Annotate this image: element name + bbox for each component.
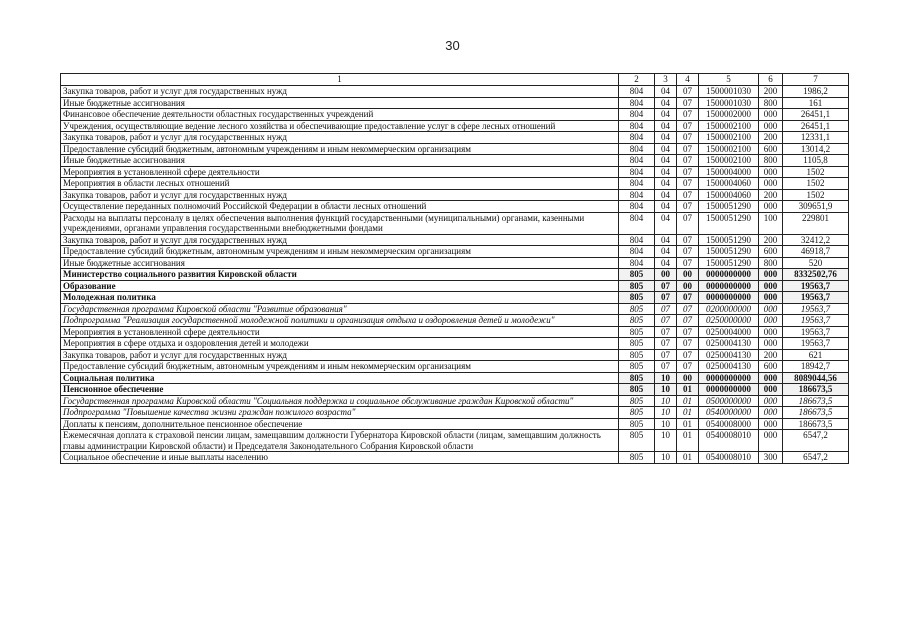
row-amount-cell: 19563,7 (783, 292, 849, 304)
row-amount-cell: 229801 (783, 212, 849, 234)
table-row (61, 189, 849, 201)
row-subsection-cell: 01 (677, 452, 699, 464)
row-name-cell: Доплаты к пенсиям, дополнительное пенсионное обеспечение (61, 418, 619, 430)
row-amount-cell: 1105,8 (783, 155, 849, 167)
row-section-cell: 00 (655, 269, 677, 281)
row-amount-cell: 520 (783, 257, 849, 269)
table-row (61, 326, 849, 338)
table-row (61, 212, 849, 234)
row-type-cell: 000 (759, 418, 783, 430)
row-type-cell: 000 (759, 201, 783, 213)
row-type-cell: 600 (759, 361, 783, 373)
row-name-cell: Государственная программа Кировской области "Развитие образования" (61, 303, 619, 315)
row-name-cell: Иные бюджетные ассигнования (61, 97, 619, 109)
table-row (61, 178, 849, 190)
row-type-cell: 600 (759, 246, 783, 258)
row-name-cell: Финансовое обеспечение деятельности областных государственных учреждений (61, 109, 619, 121)
row-subsection-cell: 07 (677, 189, 699, 201)
row-type-cell: 000 (759, 178, 783, 190)
row-name-cell: Расходы на выплаты персоналу в целях обеспечения выполнения функций государственными (муниципальными) органами, казенными учреждениями, органами управления государственными внебюджетными фондами (61, 212, 619, 234)
row-amount-cell: 309651,9 (783, 201, 849, 213)
row-section-cell: 10 (655, 372, 677, 384)
row-target-cell: 0250004130 (699, 349, 759, 361)
row-code-cell: 805 (619, 418, 655, 430)
table-row (61, 338, 849, 350)
table-row (61, 234, 849, 246)
row-subsection-cell: 01 (677, 430, 699, 452)
row-type-cell: 000 (759, 109, 783, 121)
row-code-cell: 804 (619, 97, 655, 109)
table-row (61, 315, 849, 327)
table-row (61, 201, 849, 213)
row-name-cell: Мероприятия в установленной сфере деятельности (61, 166, 619, 178)
row-code-cell: 804 (619, 201, 655, 213)
row-code-cell: 804 (619, 166, 655, 178)
row-name-cell: Ежемесячная доплата к страховой пенсии лицам, замещавшим должности Губернатора Кировской области (лицам, замещавшим должность главы администрации Кировской области) и Председателя Законодательного Собрания Кировской области (61, 430, 619, 452)
row-amount-cell: 12331,1 (783, 132, 849, 144)
row-code-cell: 804 (619, 86, 655, 98)
row-code-cell: 805 (619, 315, 655, 327)
row-subsection-cell: 07 (677, 155, 699, 167)
row-section-cell: 04 (655, 109, 677, 121)
row-subsection-cell: 07 (677, 86, 699, 98)
row-target-cell: 1500002100 (699, 132, 759, 144)
row-section-cell: 10 (655, 430, 677, 452)
row-code-cell: 804 (619, 234, 655, 246)
row-target-cell: 0540008010 (699, 430, 759, 452)
row-type-cell: 000 (759, 303, 783, 315)
row-code-cell: 805 (619, 280, 655, 292)
row-type-cell: 000 (759, 292, 783, 304)
row-code-cell: 805 (619, 384, 655, 396)
row-type-cell: 000 (759, 384, 783, 396)
table-row (61, 303, 849, 315)
column-header: 7 (783, 74, 849, 86)
table-row (61, 452, 849, 464)
row-name-cell: Социальное обеспечение и иные выплаты населению (61, 452, 619, 464)
row-subsection-cell: 07 (677, 338, 699, 350)
row-subsection-cell: 07 (677, 234, 699, 246)
row-section-cell: 04 (655, 257, 677, 269)
row-target-cell: 1500051290 (699, 234, 759, 246)
row-type-cell: 000 (759, 338, 783, 350)
row-subsection-cell: 07 (677, 246, 699, 258)
row-type-cell: 200 (759, 234, 783, 246)
budget-table (60, 73, 849, 464)
row-target-cell: 1500051290 (699, 201, 759, 213)
row-subsection-cell: 01 (677, 395, 699, 407)
row-code-cell: 804 (619, 212, 655, 234)
row-target-cell: 0500000000 (699, 395, 759, 407)
row-target-cell: 1500002100 (699, 143, 759, 155)
row-type-cell: 800 (759, 97, 783, 109)
row-amount-cell: 19563,7 (783, 338, 849, 350)
column-header: 6 (759, 74, 783, 86)
row-target-cell: 1500004060 (699, 178, 759, 190)
row-type-cell: 100 (759, 212, 783, 234)
row-target-cell: 0000000000 (699, 372, 759, 384)
row-amount-cell: 1502 (783, 189, 849, 201)
row-amount-cell: 1502 (783, 178, 849, 190)
row-name-cell: Предоставление субсидий бюджетным, автономным учреждениям и иным некоммерческим организациям (61, 143, 619, 155)
row-type-cell: 200 (759, 132, 783, 144)
row-type-cell: 000 (759, 269, 783, 281)
table-row (61, 109, 849, 121)
row-type-cell: 000 (759, 372, 783, 384)
row-subsection-cell: 07 (677, 257, 699, 269)
row-subsection-cell: 07 (677, 143, 699, 155)
row-name-cell: Закупка товаров, работ и услуг для государственных нужд (61, 132, 619, 144)
row-section-cell: 10 (655, 407, 677, 419)
row-target-cell: 1500002000 (699, 109, 759, 121)
row-amount-cell: 1986,2 (783, 86, 849, 98)
row-target-cell: 0250004130 (699, 338, 759, 350)
row-amount-cell: 186673,5 (783, 395, 849, 407)
row-code-cell: 805 (619, 326, 655, 338)
table-row (61, 430, 849, 452)
row-type-cell: 600 (759, 143, 783, 155)
row-code-cell: 805 (619, 349, 655, 361)
row-subsection-cell: 01 (677, 407, 699, 419)
row-code-cell: 805 (619, 452, 655, 464)
row-target-cell: 1500051290 (699, 257, 759, 269)
row-section-cell: 10 (655, 395, 677, 407)
row-code-cell: 804 (619, 155, 655, 167)
row-amount-cell: 186673,5 (783, 384, 849, 396)
row-target-cell: 1500004000 (699, 166, 759, 178)
row-target-cell: 1500001030 (699, 97, 759, 109)
row-amount-cell: 18942,7 (783, 361, 849, 373)
row-type-cell: 200 (759, 189, 783, 201)
column-header: 2 (619, 74, 655, 86)
row-target-cell: 0250000000 (699, 315, 759, 327)
row-subsection-cell: 07 (677, 315, 699, 327)
table-row (61, 349, 849, 361)
row-target-cell: 0000000000 (699, 280, 759, 292)
table-row (61, 86, 849, 98)
row-code-cell: 804 (619, 178, 655, 190)
row-code-cell: 804 (619, 189, 655, 201)
table-row (61, 257, 849, 269)
row-code-cell: 805 (619, 430, 655, 452)
row-type-cell: 000 (759, 280, 783, 292)
row-type-cell: 200 (759, 86, 783, 98)
row-subsection-cell: 07 (677, 201, 699, 213)
table-row (61, 418, 849, 430)
row-code-cell: 804 (619, 143, 655, 155)
row-subsection-cell: 00 (677, 269, 699, 281)
row-code-cell: 805 (619, 372, 655, 384)
row-target-cell: 0540000000 (699, 407, 759, 419)
row-target-cell: 0250004130 (699, 361, 759, 373)
column-header: 4 (677, 74, 699, 86)
row-type-cell: 000 (759, 407, 783, 419)
row-name-cell: Учреждения, осуществляющие ведение лесного хозяйства и обеспечивающие предоставление услуг в сфере лесных отношений (61, 120, 619, 132)
row-section-cell: 04 (655, 189, 677, 201)
row-amount-cell: 46918,7 (783, 246, 849, 258)
row-subsection-cell: 01 (677, 384, 699, 396)
row-type-cell: 800 (759, 155, 783, 167)
row-type-cell: 000 (759, 395, 783, 407)
row-section-cell: 10 (655, 452, 677, 464)
table-body (61, 74, 849, 464)
row-subsection-cell: 07 (677, 361, 699, 373)
table-header-row (61, 74, 849, 86)
row-section-cell: 07 (655, 303, 677, 315)
row-section-cell: 10 (655, 384, 677, 396)
row-section-cell: 07 (655, 326, 677, 338)
table-row (61, 132, 849, 144)
row-code-cell: 805 (619, 269, 655, 281)
row-type-cell: 000 (759, 326, 783, 338)
row-subsection-cell: 07 (677, 120, 699, 132)
row-code-cell: 805 (619, 303, 655, 315)
table-row (61, 280, 849, 292)
row-type-cell: 300 (759, 452, 783, 464)
column-header: 1 (61, 74, 619, 86)
row-amount-cell: 19563,7 (783, 315, 849, 327)
row-name-cell: Закупка товаров, работ и услуг для государственных нужд (61, 349, 619, 361)
row-code-cell: 804 (619, 109, 655, 121)
row-code-cell: 805 (619, 292, 655, 304)
row-code-cell: 804 (619, 132, 655, 144)
row-type-cell: 000 (759, 430, 783, 452)
row-code-cell: 804 (619, 257, 655, 269)
row-target-cell: 0000000000 (699, 292, 759, 304)
row-section-cell: 04 (655, 246, 677, 258)
row-code-cell: 804 (619, 120, 655, 132)
row-section-cell: 04 (655, 212, 677, 234)
row-subsection-cell: 07 (677, 178, 699, 190)
row-code-cell: 805 (619, 361, 655, 373)
row-subsection-cell: 00 (677, 372, 699, 384)
row-name-cell: Подпрограмма "Повышение качества жизни граждан пожилого возраста" (61, 407, 619, 419)
row-section-cell: 04 (655, 201, 677, 213)
row-name-cell: Предоставление субсидий бюджетным, автономным учреждениям и иным некоммерческим организациям (61, 246, 619, 258)
table-row (61, 269, 849, 281)
row-section-cell: 04 (655, 120, 677, 132)
row-subsection-cell: 07 (677, 212, 699, 234)
row-name-cell: Молодежная политика (61, 292, 619, 304)
row-target-cell: 1500001030 (699, 86, 759, 98)
row-name-cell: Министерство социального развития Кировской области (61, 269, 619, 281)
row-name-cell: Образование (61, 280, 619, 292)
row-name-cell: Закупка товаров, работ и услуг для государственных нужд (61, 189, 619, 201)
row-amount-cell: 186673,5 (783, 418, 849, 430)
table-row (61, 361, 849, 373)
table-row (61, 97, 849, 109)
row-code-cell: 805 (619, 407, 655, 419)
row-name-cell: Социальная политика (61, 372, 619, 384)
row-name-cell: Осуществление переданных полномочий Российской Федерации в области лесных отношений (61, 201, 619, 213)
row-subsection-cell: 07 (677, 132, 699, 144)
row-amount-cell: 186673,5 (783, 407, 849, 419)
row-amount-cell: 621 (783, 349, 849, 361)
row-amount-cell: 8332502,76 (783, 269, 849, 281)
column-header: 5 (699, 74, 759, 86)
row-section-cell: 07 (655, 315, 677, 327)
row-section-cell: 04 (655, 166, 677, 178)
row-subsection-cell: 07 (677, 109, 699, 121)
row-type-cell: 000 (759, 166, 783, 178)
row-code-cell: 805 (619, 338, 655, 350)
row-name-cell: Мероприятия в установленной сфере деятельности (61, 326, 619, 338)
table-row (61, 395, 849, 407)
row-target-cell: 0540008010 (699, 452, 759, 464)
row-section-cell: 04 (655, 97, 677, 109)
row-section-cell: 07 (655, 349, 677, 361)
row-subsection-cell: 07 (677, 349, 699, 361)
row-amount-cell: 6547,2 (783, 430, 849, 452)
row-code-cell: 805 (619, 395, 655, 407)
row-name-cell: Мероприятия в сфере отдыха и оздоровления детей и молодежи (61, 338, 619, 350)
row-target-cell: 1500051290 (699, 246, 759, 258)
row-section-cell: 07 (655, 338, 677, 350)
row-section-cell: 07 (655, 361, 677, 373)
row-amount-cell: 1502 (783, 166, 849, 178)
row-target-cell: 0200000000 (699, 303, 759, 315)
row-section-cell: 04 (655, 155, 677, 167)
table-row (61, 407, 849, 419)
row-subsection-cell: 07 (677, 326, 699, 338)
row-section-cell: 04 (655, 143, 677, 155)
row-amount-cell: 13014,2 (783, 143, 849, 155)
row-type-cell: 000 (759, 315, 783, 327)
row-amount-cell: 19563,7 (783, 326, 849, 338)
row-subsection-cell: 00 (677, 280, 699, 292)
row-amount-cell: 6547,2 (783, 452, 849, 464)
row-name-cell: Государственная программа Кировской области "Социальная поддержка и социальное обслуживание граждан Кировской области" (61, 395, 619, 407)
row-subsection-cell: 01 (677, 418, 699, 430)
row-section-cell: 04 (655, 234, 677, 246)
table-row (61, 292, 849, 304)
row-amount-cell: 32412,2 (783, 234, 849, 246)
row-name-cell: Предоставление субсидий бюджетным, автономным учреждениям и иным некоммерческим организациям (61, 361, 619, 373)
row-subsection-cell: 07 (677, 303, 699, 315)
row-amount-cell: 26451,1 (783, 109, 849, 121)
row-target-cell: 1500004060 (699, 189, 759, 201)
row-name-cell: Закупка товаров, работ и услуг для государственных нужд (61, 86, 619, 98)
row-section-cell: 07 (655, 292, 677, 304)
table-row (61, 120, 849, 132)
row-section-cell: 10 (655, 418, 677, 430)
row-section-cell: 07 (655, 280, 677, 292)
row-type-cell: 000 (759, 120, 783, 132)
row-code-cell: 804 (619, 246, 655, 258)
table-row (61, 143, 849, 155)
row-name-cell: Иные бюджетные ассигнования (61, 155, 619, 167)
row-amount-cell: 26451,1 (783, 120, 849, 132)
table-row (61, 384, 849, 396)
row-target-cell: 0000000000 (699, 384, 759, 396)
table-row (61, 372, 849, 384)
row-section-cell: 04 (655, 86, 677, 98)
row-amount-cell: 19563,7 (783, 303, 849, 315)
row-section-cell: 04 (655, 178, 677, 190)
table-row (61, 166, 849, 178)
table-row (61, 155, 849, 167)
row-section-cell: 04 (655, 132, 677, 144)
page-number: 30 (445, 38, 460, 53)
row-name-cell: Пенсионное обеспечение (61, 384, 619, 396)
row-subsection-cell: 07 (677, 97, 699, 109)
row-name-cell: Подпрограмма "Реализация государственной молодежной политики и организация отдыха и оздоровления детей и молодежи" (61, 315, 619, 327)
row-amount-cell: 8089044,56 (783, 372, 849, 384)
row-subsection-cell: 07 (677, 166, 699, 178)
row-target-cell: 0000000000 (699, 269, 759, 281)
row-type-cell: 800 (759, 257, 783, 269)
row-name-cell: Мероприятия в области лесных отношений (61, 178, 619, 190)
row-target-cell: 1500051290 (699, 212, 759, 234)
row-target-cell: 0540008000 (699, 418, 759, 430)
row-amount-cell: 161 (783, 97, 849, 109)
row-amount-cell: 19563,7 (783, 280, 849, 292)
row-target-cell: 1500002100 (699, 155, 759, 167)
row-target-cell: 1500002100 (699, 120, 759, 132)
row-name-cell: Иные бюджетные ассигнования (61, 257, 619, 269)
table-row (61, 246, 849, 258)
column-header: 3 (655, 74, 677, 86)
row-type-cell: 200 (759, 349, 783, 361)
row-name-cell: Закупка товаров, работ и услуг для государственных нужд (61, 234, 619, 246)
row-target-cell: 0250004000 (699, 326, 759, 338)
row-subsection-cell: 07 (677, 292, 699, 304)
